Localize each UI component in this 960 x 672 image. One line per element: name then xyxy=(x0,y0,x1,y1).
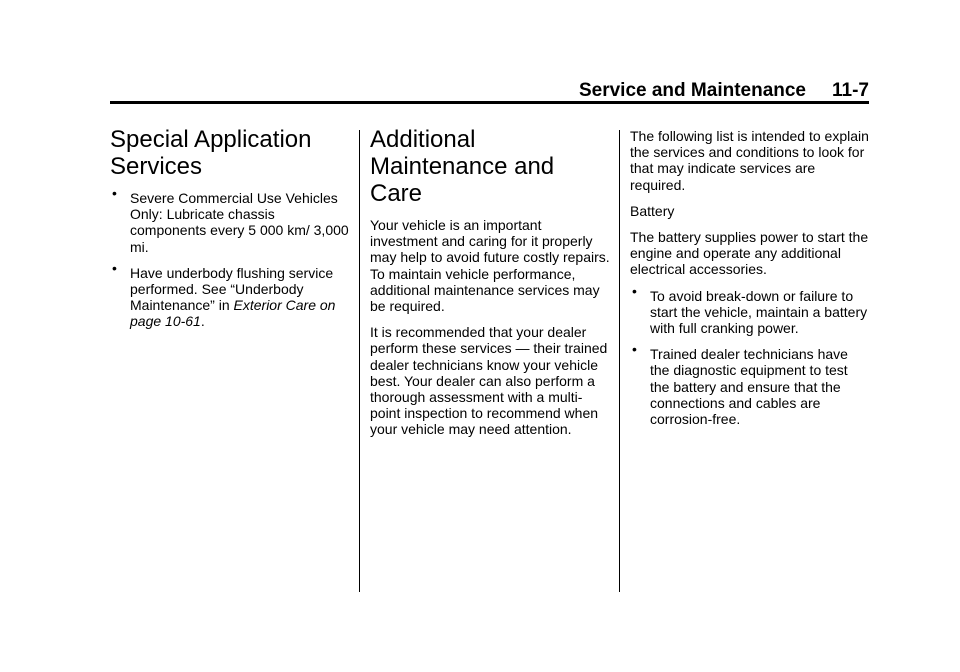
section-heading-special-application xyxy=(110,126,350,180)
bullet-icon: • xyxy=(632,282,637,299)
header-rule xyxy=(110,101,869,104)
list-item-text: To avoid break-down or failure to start the vehicle, maintain a battery with full cranking power. xyxy=(650,287,868,337)
list-item xyxy=(110,185,350,255)
page-number: 11-7 xyxy=(832,80,869,101)
bullet-list xyxy=(110,185,350,330)
heading-line-1: Special Application xyxy=(110,126,312,153)
list-item-text: Severe Commercial Use Vehicles Only: Lubricate chassis components every 5 000 km/ 3,000 mi. xyxy=(130,190,349,255)
bullet-icon: • xyxy=(112,259,117,276)
column-middle xyxy=(370,126,610,448)
section-heading-additional-maintenance xyxy=(370,126,610,207)
battery-subheading: Battery xyxy=(630,202,675,219)
bullet-list xyxy=(630,282,870,428)
heading-line-2: Services xyxy=(110,153,203,180)
page-header xyxy=(110,80,869,102)
list-item xyxy=(110,259,350,330)
column-divider-left xyxy=(359,130,360,592)
bullet-icon: • xyxy=(112,185,117,201)
column-divider-right xyxy=(619,130,620,592)
paragraph: Your vehicle is an important investment and caring for it properly may help to avoid future costly repairs. To maintain vehicle performance, additional maintenance services may be required. xyxy=(370,217,610,315)
paragraph: It is recommended that your dealer perform these services — their trained dealer technicians know your vehicle best. Your dealer can also perform a thorough assessment with a multi-point inspection to recommend when your vehicle may need attention. xyxy=(370,324,608,438)
list-item-text: Trained dealer technicians have the diagnostic equipment to test the battery and ensure that the connections and cables are corrosion-free. xyxy=(650,346,848,428)
column-right xyxy=(630,128,870,437)
cross-reference-link[interactable]: Exterior Care on page 10-61 xyxy=(130,297,336,330)
bullet-icon: • xyxy=(632,341,637,358)
battery-paragraph: The battery supplies power to start the engine and operate any additional electrical accessories. xyxy=(630,229,869,278)
list-item-text: Have underbody flushing service performed. See “Underbody Maintenance” in xyxy=(130,264,334,314)
list-item xyxy=(630,341,870,428)
heading-line-2: Maintenance and Care xyxy=(370,153,555,207)
list-item-text-end: . xyxy=(200,313,205,330)
heading-line-1: Additional xyxy=(370,126,476,153)
intro-paragraph: The following list is intended to explain the services and conditions to look for that may indicate services are required. xyxy=(630,128,869,193)
list-item xyxy=(630,282,870,337)
column-left xyxy=(110,126,350,340)
section-title: Service and Maintenance xyxy=(578,80,807,101)
